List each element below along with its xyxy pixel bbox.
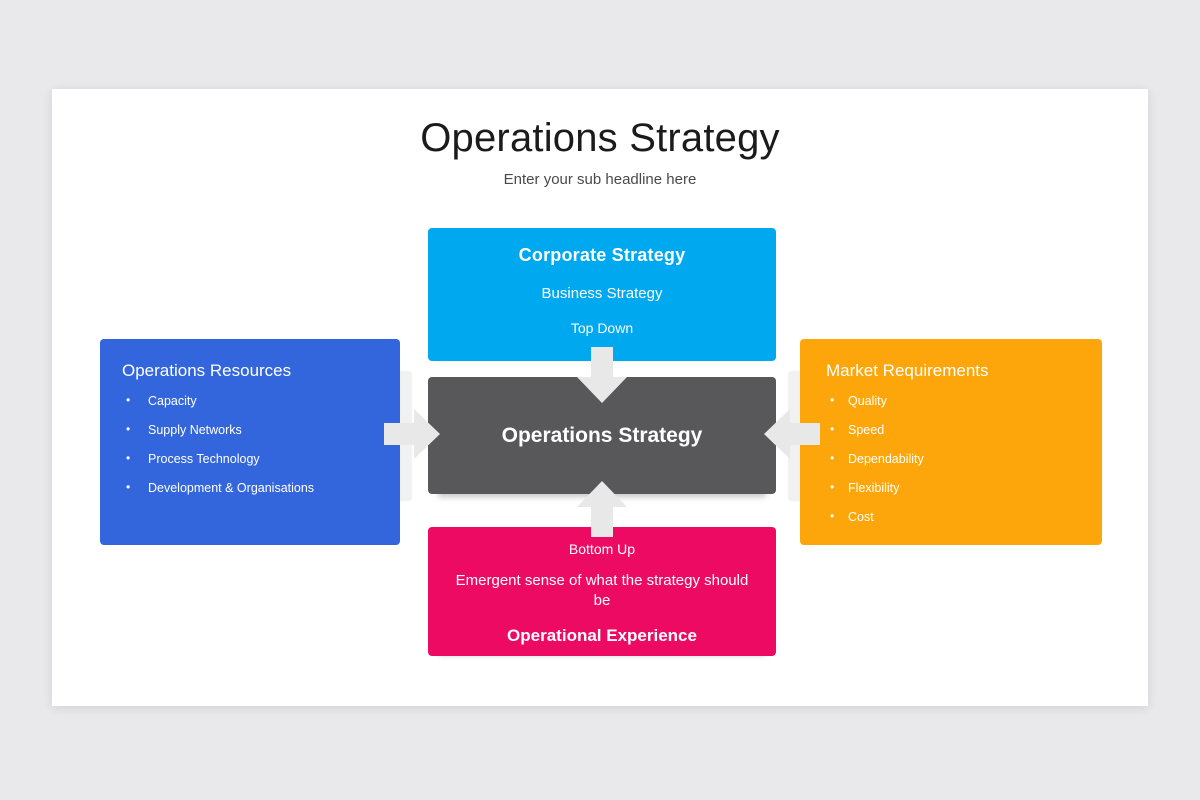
page-title: Operations Strategy: [420, 116, 780, 160]
arrow-up-from-operational-experience: [574, 479, 630, 537]
corporate-strategy-line3: Top Down: [570, 320, 634, 336]
operations-strategy-diagram: [52, 89, 1148, 706]
operations-resources-box[interactable]: [100, 339, 400, 545]
operational-experience-heading: Operational Experience: [507, 625, 697, 645]
market-requirements-box[interactable]: [800, 339, 1102, 545]
list-item: • Dependability: [826, 453, 1082, 466]
list-item: • Flexibility: [826, 482, 1082, 495]
operational-experience-box[interactable]: [428, 527, 776, 656]
slide-canvas: [52, 89, 1148, 706]
list-item: • Quality: [826, 395, 1082, 408]
arrow-right-from-operations-resources: [384, 406, 442, 462]
page-subtitle: Enter your sub headline here: [503, 171, 697, 188]
list-item: • Development & Organisations: [122, 482, 380, 495]
list-item: • Speed: [826, 424, 1082, 437]
operations-strategy-heading: Operations Strategy: [501, 423, 703, 447]
corporate-strategy-line2: Business Strategy: [541, 285, 663, 302]
market-requirements-list: [826, 395, 1082, 524]
corporate-strategy-heading: Corporate Strategy: [518, 245, 686, 265]
operational-experience-line2: Emergent sense of what the strategy should be: [455, 572, 749, 610]
list-item: • Cost: [826, 511, 1082, 524]
market-requirements-title: Market Requirements: [826, 361, 989, 380]
list-item: • Capacity: [122, 395, 380, 408]
operations-resources-title: Operations Resources: [122, 361, 292, 380]
list-item: • Supply Networks: [122, 424, 380, 437]
operations-resources-list: [122, 395, 380, 495]
arrow-left-from-market-requirements: [762, 406, 820, 462]
operational-experience-line1: Bottom Up: [568, 541, 636, 557]
corporate-strategy-box[interactable]: [428, 228, 776, 361]
list-item: • Process Technology: [122, 453, 380, 466]
arrow-down-from-corporate-strategy: [574, 347, 630, 405]
